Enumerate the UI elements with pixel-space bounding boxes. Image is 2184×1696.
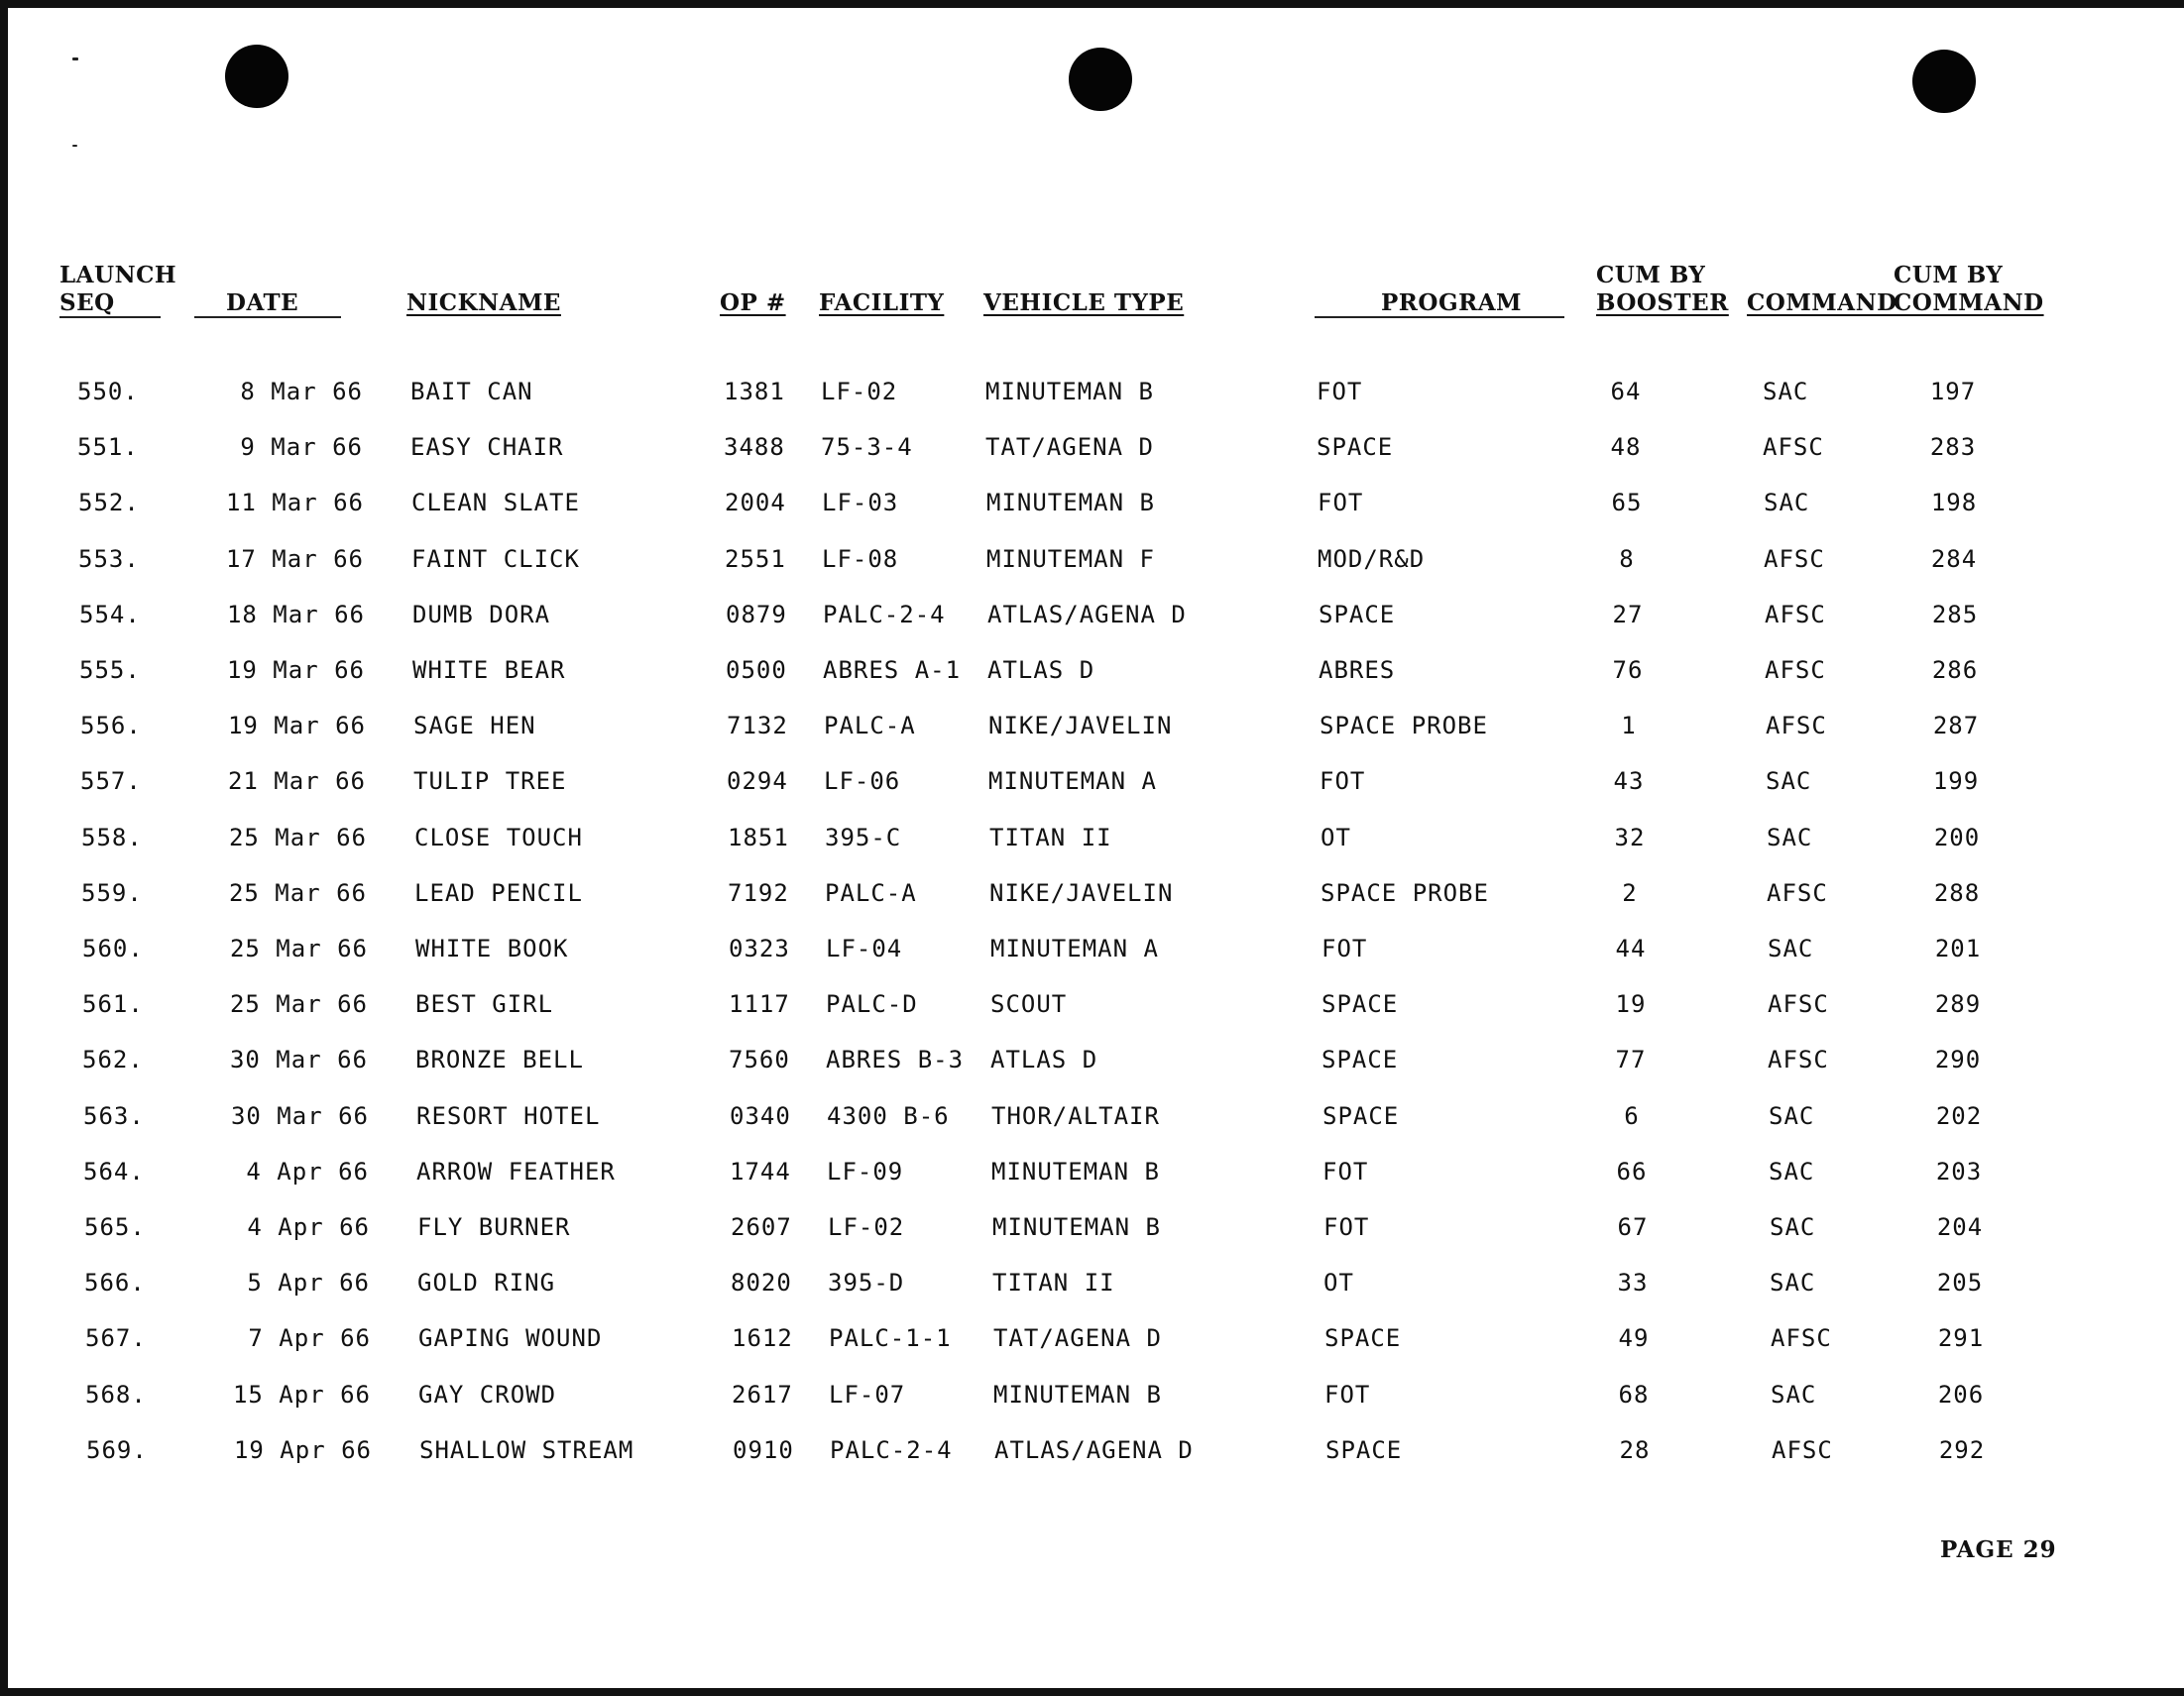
- cum-by-booster-cell: 28: [1619, 1436, 1651, 1464]
- launch-seq-cell: 566.: [84, 1269, 146, 1297]
- scan-speck: [72, 145, 77, 147]
- header-launch-seq: LAUNCH SEQ: [59, 262, 177, 316]
- nickname-cell: BAIT CAN: [410, 378, 533, 405]
- nickname-cell: DUMB DORA: [412, 601, 551, 628]
- launch-seq-cell: 568.: [85, 1381, 147, 1409]
- op-number-cell: 7560: [729, 1046, 790, 1074]
- program-cell: SPACE: [1325, 1436, 1403, 1464]
- cum-by-command-cell: 202: [1935, 1102, 1983, 1130]
- program-cell: SPACE: [1322, 1046, 1399, 1074]
- command-cell: SAC: [1770, 1269, 1816, 1297]
- command-cell: AFSC: [1765, 601, 1826, 628]
- cum-by-command-cell: 289: [1934, 990, 1982, 1018]
- scan-speck: [72, 57, 78, 60]
- cum-by-booster-cell: 65: [1611, 489, 1643, 516]
- launch-date-cell: 4 Apr 66: [246, 1158, 369, 1186]
- cum-by-booster-cell: 76: [1612, 656, 1644, 684]
- cum-by-booster-cell: 68: [1618, 1381, 1650, 1409]
- launch-date-cell: 19 Mar 66: [227, 712, 366, 739]
- facility-cell: 395-D: [828, 1269, 905, 1297]
- launch-date-cell: 7 Apr 66: [248, 1324, 371, 1352]
- vehicle-type-cell: NIKE/JAVELIN: [989, 879, 1174, 907]
- nickname-cell: GOLD RING: [417, 1269, 556, 1297]
- nickname-cell: SAGE HEN: [413, 712, 536, 739]
- page-border-bottom: [0, 1688, 2184, 1696]
- command-cell: SAC: [1771, 1381, 1817, 1409]
- facility-cell: LF-07: [829, 1381, 906, 1409]
- facility-cell: ABRES B-3: [826, 1046, 965, 1074]
- facility-cell: LF-09: [827, 1158, 904, 1186]
- table-row: [3, 711, 2184, 750]
- header-rule-date: [194, 316, 341, 318]
- program-cell: SPACE PROBE: [1321, 879, 1489, 907]
- cum-by-command-cell: 203: [1935, 1158, 1983, 1186]
- program-cell: SPACE: [1317, 433, 1394, 461]
- table-row: [7, 1268, 2184, 1307]
- launch-seq-cell: 555.: [79, 656, 141, 684]
- program-cell: MOD/R&D: [1318, 545, 1426, 573]
- facility-cell: 75-3-4: [821, 433, 913, 461]
- launch-seq-cell: 565.: [84, 1213, 146, 1241]
- table-row: [4, 823, 2184, 862]
- program-cell: FOT: [1323, 1213, 1370, 1241]
- program-cell: ABRES: [1319, 656, 1396, 684]
- op-number-cell: 1851: [728, 824, 789, 851]
- cum-by-command-cell: 285: [1931, 601, 1979, 628]
- cum-by-command-cell: 286: [1931, 656, 1979, 684]
- facility-cell: PALC-A: [824, 712, 916, 739]
- nickname-cell: GAY CROWD: [418, 1381, 557, 1409]
- cum-by-command-cell: 198: [1930, 489, 1978, 516]
- facility-cell: PALC-1-1: [829, 1324, 952, 1352]
- command-cell: AFSC: [1768, 990, 1829, 1018]
- table-row: [9, 1435, 2184, 1475]
- cum-by-command-cell: 201: [1934, 935, 1982, 962]
- launch-date-cell: 19 Apr 66: [233, 1436, 372, 1464]
- header-cum-by-booster: CUM BY BOOSTER: [1596, 262, 1729, 316]
- page-border-top: [0, 0, 2184, 8]
- launch-date-cell: 25 Mar 66: [229, 935, 368, 962]
- launch-seq-cell: 550.: [77, 378, 139, 405]
- launch-seq-cell: 552.: [78, 489, 140, 516]
- nickname-cell: EASY CHAIR: [410, 433, 564, 461]
- command-cell: SAC: [1769, 1158, 1815, 1186]
- cum-by-booster-cell: 44: [1615, 935, 1647, 962]
- program-cell: FOT: [1324, 1381, 1371, 1409]
- header-nickname: NICKNAME: [406, 289, 561, 316]
- header-command: COMMAND: [1747, 289, 1897, 316]
- launch-seq-cell: 553.: [78, 545, 140, 573]
- launch-date-cell: 25 Mar 66: [228, 879, 367, 907]
- command-cell: AFSC: [1767, 879, 1828, 907]
- cum-by-booster-cell: 6: [1624, 1102, 1640, 1130]
- facility-cell: LF-08: [822, 545, 899, 573]
- vehicle-type-cell: THOR/ALTAIR: [991, 1102, 1160, 1130]
- op-number-cell: 2004: [725, 489, 786, 516]
- table-row: [8, 1323, 2184, 1363]
- vehicle-type-cell: ATLAS D: [990, 1046, 1098, 1074]
- facility-cell: 4300 B-6: [827, 1102, 950, 1130]
- launch-date-cell: 11 Mar 66: [225, 489, 364, 516]
- command-cell: SAC: [1766, 767, 1812, 795]
- command-cell: AFSC: [1765, 656, 1826, 684]
- facility-cell: 395-C: [825, 824, 902, 851]
- header-vehicle-type: VEHICLE TYPE: [983, 289, 1185, 316]
- table-row: [1, 544, 2184, 584]
- nickname-cell: GAPING WOUND: [418, 1324, 603, 1352]
- vehicle-type-cell: MINUTEMAN B: [992, 1213, 1161, 1241]
- facility-cell: ABRES A-1: [823, 656, 962, 684]
- program-cell: FOT: [1322, 935, 1368, 962]
- op-number-cell: 0340: [730, 1102, 791, 1130]
- nickname-cell: LEAD PENCIL: [414, 879, 583, 907]
- op-number-cell: 1612: [732, 1324, 793, 1352]
- nickname-cell: CLOSE TOUCH: [414, 824, 583, 851]
- cum-by-command-cell: 197: [1929, 378, 1977, 405]
- cum-by-command-cell: 200: [1933, 824, 1981, 851]
- facility-cell: PALC-2-4: [830, 1436, 953, 1464]
- nickname-cell: WHITE BOOK: [415, 935, 569, 962]
- table-row: [5, 934, 2184, 973]
- launch-date-cell: 4 Apr 66: [247, 1213, 370, 1241]
- punch-hole-center: [1069, 48, 1132, 111]
- cum-by-booster-cell: 67: [1617, 1213, 1649, 1241]
- cum-by-command-cell: 290: [1934, 1046, 1982, 1074]
- launch-seq-cell: 564.: [83, 1158, 145, 1186]
- cum-by-booster-cell: 2: [1622, 879, 1638, 907]
- cum-by-booster-cell: 49: [1618, 1324, 1650, 1352]
- op-number-cell: 3488: [724, 433, 785, 461]
- table-row: [3, 766, 2184, 806]
- launch-seq-cell: 554.: [79, 601, 141, 628]
- cum-by-booster-cell: 66: [1616, 1158, 1648, 1186]
- nickname-cell: CLEAN SLATE: [411, 489, 580, 516]
- nickname-cell: RESORT HOTEL: [416, 1102, 601, 1130]
- launch-date-cell: 25 Mar 66: [228, 824, 367, 851]
- cum-by-booster-cell: 64: [1610, 378, 1642, 405]
- program-cell: OT: [1321, 824, 1351, 851]
- facility-cell: LF-02: [828, 1213, 905, 1241]
- cum-by-command-cell: 199: [1932, 767, 1980, 795]
- vehicle-type-cell: ATLAS/AGENA D: [987, 601, 1187, 628]
- vehicle-type-cell: TAT/AGENA D: [993, 1324, 1162, 1352]
- cum-by-command-cell: 287: [1932, 712, 1980, 739]
- cum-by-command-cell: 205: [1936, 1269, 1984, 1297]
- command-cell: AFSC: [1763, 433, 1824, 461]
- command-cell: AFSC: [1772, 1436, 1833, 1464]
- header-program: PROGRAM: [1381, 289, 1523, 316]
- program-cell: SPACE: [1322, 990, 1399, 1018]
- nickname-cell: BEST GIRL: [415, 990, 554, 1018]
- launch-seq-cell: 561.: [82, 990, 144, 1018]
- cum-by-booster-cell: 19: [1615, 990, 1647, 1018]
- nickname-cell: BRONZE BELL: [415, 1046, 584, 1074]
- launch-seq-cell: 556.: [80, 712, 142, 739]
- vehicle-type-cell: SCOUT: [990, 990, 1068, 1018]
- launch-date-cell: 19 Mar 66: [226, 656, 365, 684]
- program-cell: FOT: [1322, 1158, 1369, 1186]
- launch-date-cell: 25 Mar 66: [229, 990, 368, 1018]
- program-cell: FOT: [1318, 489, 1364, 516]
- nickname-cell: ARROW FEATHER: [416, 1158, 616, 1186]
- program-cell: SPACE PROBE: [1320, 712, 1488, 739]
- launch-seq-cell: 563.: [83, 1102, 145, 1130]
- table-row: [0, 377, 2184, 416]
- cum-by-booster-cell: 33: [1617, 1269, 1649, 1297]
- table-row: [5, 989, 2184, 1029]
- vehicle-type-cell: MINUTEMAN B: [985, 378, 1154, 405]
- program-cell: OT: [1323, 1269, 1354, 1297]
- facility-cell: LF-03: [822, 489, 899, 516]
- vehicle-type-cell: MINUTEMAN F: [986, 545, 1155, 573]
- cum-by-booster-cell: 27: [1612, 601, 1644, 628]
- command-cell: SAC: [1769, 1102, 1815, 1130]
- vehicle-type-cell: MINUTEMAN B: [993, 1381, 1162, 1409]
- facility-cell: LF-02: [821, 378, 898, 405]
- header-rule-seq: [59, 316, 161, 318]
- cum-by-booster-cell: 1: [1621, 712, 1637, 739]
- cum-by-booster-cell: 43: [1613, 767, 1645, 795]
- facility-cell: PALC-A: [825, 879, 917, 907]
- op-number-cell: 0294: [727, 767, 788, 795]
- command-cell: AFSC: [1771, 1324, 1832, 1352]
- launch-date-cell: 5 Apr 66: [247, 1269, 370, 1297]
- facility-cell: PALC-2-4: [823, 601, 946, 628]
- vehicle-type-cell: ATLAS D: [987, 656, 1095, 684]
- header-facility: FACILITY: [819, 289, 945, 316]
- launch-date-cell: 8 Mar 66: [240, 378, 363, 405]
- page-number: PAGE 29: [1940, 1536, 2057, 1563]
- vehicle-type-cell: NIKE/JAVELIN: [988, 712, 1173, 739]
- program-cell: FOT: [1320, 767, 1366, 795]
- launch-date-cell: 30 Mar 66: [230, 1102, 369, 1130]
- facility-cell: PALC-D: [826, 990, 918, 1018]
- punch-hole-left: [225, 45, 288, 108]
- table-row: [2, 600, 2184, 639]
- table-row: [8, 1380, 2184, 1419]
- op-number-cell: 7132: [727, 712, 788, 739]
- launch-seq-cell: 562.: [82, 1046, 144, 1074]
- launch-seq-cell: 559.: [81, 879, 143, 907]
- cum-by-command-cell: 284: [1930, 545, 1978, 573]
- facility-cell: LF-04: [826, 935, 903, 962]
- cum-by-command-cell: 288: [1933, 879, 1981, 907]
- op-number-cell: 0910: [733, 1436, 794, 1464]
- vehicle-type-cell: ATLAS/AGENA D: [994, 1436, 1194, 1464]
- op-number-cell: 1744: [730, 1158, 791, 1186]
- command-cell: AFSC: [1766, 712, 1827, 739]
- vehicle-type-cell: TITAN II: [992, 1269, 1115, 1297]
- nickname-cell: FLY BURNER: [417, 1213, 571, 1241]
- command-cell: AFSC: [1764, 545, 1825, 573]
- launch-date-cell: 9 Mar 66: [240, 433, 363, 461]
- vehicle-type-cell: MINUTEMAN A: [990, 935, 1159, 962]
- header-op: OP #: [720, 289, 786, 316]
- header-cum-by-command: CUM BY COMMAND: [1894, 262, 2044, 316]
- op-number-cell: 1381: [724, 378, 785, 405]
- op-number-cell: 0323: [729, 935, 790, 962]
- op-number-cell: 0500: [726, 656, 787, 684]
- punch-hole-right: [1912, 50, 1976, 113]
- cum-by-booster-cell: 32: [1614, 824, 1646, 851]
- cum-by-booster-cell: 77: [1615, 1046, 1647, 1074]
- cum-by-command-cell: 206: [1937, 1381, 1985, 1409]
- nickname-cell: SHALLOW STREAM: [419, 1436, 634, 1464]
- op-number-cell: 1117: [729, 990, 790, 1018]
- cum-by-booster-cell: 48: [1610, 433, 1642, 461]
- table-row: [1, 488, 2184, 527]
- cum-by-command-cell: 283: [1929, 433, 1977, 461]
- program-cell: SPACE: [1324, 1324, 1402, 1352]
- table-row: [6, 1101, 2184, 1141]
- vehicle-type-cell: MINUTEMAN A: [988, 767, 1157, 795]
- launch-seq-cell: 569.: [86, 1436, 148, 1464]
- header-date: DATE: [226, 289, 299, 316]
- launch-seq-cell: 567.: [85, 1324, 147, 1352]
- program-cell: SPACE: [1319, 601, 1396, 628]
- program-cell: FOT: [1317, 378, 1363, 405]
- nickname-cell: TULIP TREE: [413, 767, 567, 795]
- vehicle-type-cell: MINUTEMAN B: [986, 489, 1155, 516]
- launch-seq-cell: 557.: [80, 767, 142, 795]
- launch-date-cell: 18 Mar 66: [226, 601, 365, 628]
- table-row: [6, 1157, 2184, 1196]
- launch-seq-cell: 560.: [82, 935, 144, 962]
- vehicle-type-cell: MINUTEMAN B: [991, 1158, 1160, 1186]
- cum-by-command-cell: 292: [1938, 1436, 1986, 1464]
- launch-date-cell: 30 Mar 66: [229, 1046, 368, 1074]
- nickname-cell: FAINT CLICK: [411, 545, 580, 573]
- command-cell: SAC: [1767, 824, 1813, 851]
- op-number-cell: 0879: [726, 601, 787, 628]
- command-cell: SAC: [1763, 378, 1809, 405]
- launch-date-cell: 21 Mar 66: [227, 767, 366, 795]
- launch-seq-cell: 558.: [81, 824, 143, 851]
- launch-date-cell: 15 Apr 66: [232, 1381, 371, 1409]
- program-cell: SPACE: [1322, 1102, 1400, 1130]
- op-number-cell: 2607: [731, 1213, 792, 1241]
- op-number-cell: 7192: [728, 879, 789, 907]
- table-row: [5, 1045, 2184, 1084]
- nickname-cell: WHITE BEAR: [412, 656, 566, 684]
- cum-by-booster-cell: 8: [1619, 545, 1635, 573]
- op-number-cell: 8020: [731, 1269, 792, 1297]
- vehicle-type-cell: TAT/AGENA D: [985, 433, 1154, 461]
- table-row: [7, 1212, 2184, 1252]
- header-rule-program: [1315, 316, 1564, 318]
- table-row: [2, 655, 2184, 695]
- vehicle-type-cell: TITAN II: [989, 824, 1112, 851]
- command-cell: SAC: [1770, 1213, 1816, 1241]
- facility-cell: LF-06: [824, 767, 901, 795]
- table-row: [0, 432, 2184, 472]
- command-cell: AFSC: [1768, 1046, 1829, 1074]
- command-cell: SAC: [1764, 489, 1810, 516]
- op-number-cell: 2617: [732, 1381, 793, 1409]
- cum-by-command-cell: 204: [1936, 1213, 1984, 1241]
- command-cell: SAC: [1768, 935, 1814, 962]
- table-row: [4, 878, 2184, 918]
- cum-by-command-cell: 291: [1937, 1324, 1985, 1352]
- op-number-cell: 2551: [725, 545, 786, 573]
- launch-date-cell: 17 Mar 66: [225, 545, 364, 573]
- launch-seq-cell: 551.: [77, 433, 139, 461]
